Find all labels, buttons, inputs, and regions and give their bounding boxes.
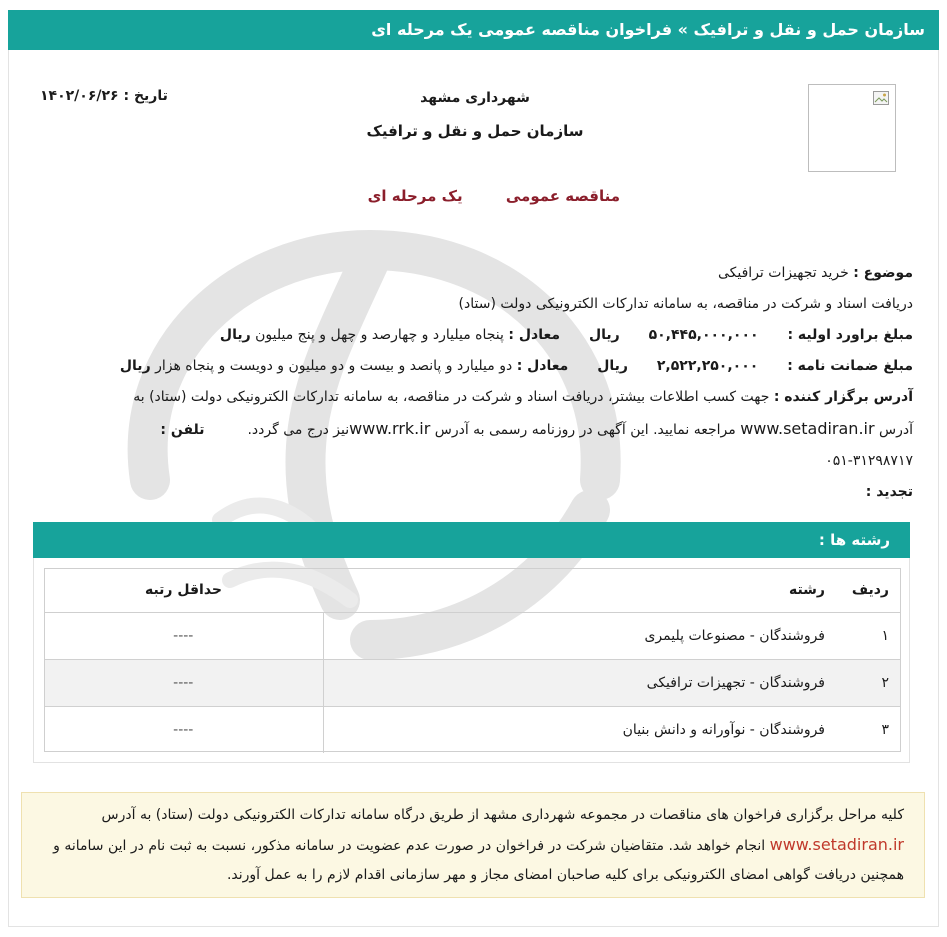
fields-table bbox=[44, 568, 901, 753]
column-header-field: رشته bbox=[323, 568, 837, 613]
fields-table-container bbox=[33, 558, 910, 763]
phone-row bbox=[40, 446, 913, 477]
subject-value: خرید تجهیزات ترافیکی bbox=[717, 265, 849, 281]
tender-stage: یک مرحله ای bbox=[367, 187, 463, 205]
column-header-grade: حداقل رتبه bbox=[44, 568, 323, 613]
guarantee-words: دو میلیارد و پانصد و بیست و دو میلیون و دویست و پنجاه هزار bbox=[155, 358, 513, 374]
address-label: آدرس برگزار کننده : bbox=[773, 389, 913, 405]
subject-row bbox=[40, 258, 913, 289]
row-field: فروشندگان - مصنوعات پلیمری bbox=[323, 613, 837, 660]
address-text: جهت کسب اطلاعات بیشتر، دریافت اسناد و شرکت در مناقصه، به سامانه تدارکات الکترونیکی دولت (ستاد) به bbox=[133, 389, 770, 405]
renewal-label: تجدید : bbox=[865, 484, 913, 500]
estimate-equiv-label: معادل : bbox=[508, 327, 561, 343]
guarantee-unit: ریال bbox=[597, 358, 628, 374]
organization-name: سازمان حمل و نقل و ترافیک bbox=[366, 122, 584, 140]
table-header-row bbox=[44, 568, 901, 613]
setad-link[interactable]: www.setadiran.ir bbox=[740, 419, 875, 438]
row-index: ۲ bbox=[837, 660, 901, 707]
guarantee-equiv-label: معادل : bbox=[516, 358, 569, 374]
address-text-3: نیز درج می گردد. bbox=[247, 422, 350, 438]
phone-value: ۰۵۱-۳۱۲۹۸۷۱۷ bbox=[825, 453, 913, 469]
notice-text-2: انجام خواهد شد. متقاضیان شرکت در فراخوان در صورت عدم عضویت در سامانه مذکور، نسبت به ثبت نام در این سامانه و همچنین دریافت گواهی امضای الکترونیکی برای کلیه صاحبان امضای مجاز و مهر سازمانی اقدام لازم را به عمل آورند. bbox=[53, 838, 904, 883]
row-field: فروشندگان - نوآورانه و دانش بنیان bbox=[323, 707, 837, 754]
date-line bbox=[40, 88, 168, 104]
row-grade: ---- bbox=[44, 660, 323, 707]
renewal-row bbox=[40, 477, 913, 508]
table-row bbox=[44, 707, 901, 754]
estimate-label: مبلغ براورد اولیه : bbox=[787, 327, 913, 343]
tender-type bbox=[340, 187, 620, 205]
receive-docs-text: دریافت اسناد و شرکت در مناقصه، به سامانه تدارکات الکترونیکی دولت (ستاد) bbox=[458, 296, 913, 312]
guarantee-words-unit: ریال bbox=[119, 358, 151, 374]
notice-text-1: کلیه مراحل برگزاری فراخوان های مناقصات در مجموعه شهرداری مشهد از طریق درگاه سامانه تدارکات الکترونیکی دولت (ستاد) به آدرس bbox=[101, 807, 904, 823]
guarantee-value: ۲,۵۲۲,۲۵۰,۰۰۰ bbox=[656, 358, 759, 374]
guarantee-row bbox=[40, 351, 913, 382]
estimate-value: ۵۰,۴۴۵,۰۰۰,۰۰۰ bbox=[648, 327, 759, 343]
address-text-2: مراجعه نمایید. این آگهی در روزنامه رسمی به آدرس bbox=[434, 422, 736, 438]
phone-label: تلفن : bbox=[160, 422, 205, 438]
notice-box bbox=[21, 792, 925, 898]
notice-setad-link[interactable]: www.setadiran.ir bbox=[769, 835, 904, 854]
organization-logo bbox=[808, 84, 896, 172]
guarantee-label: مبلغ ضمانت نامه : bbox=[787, 358, 913, 374]
estimate-row bbox=[40, 320, 913, 351]
subject-label: موضوع : bbox=[853, 265, 913, 281]
address-row bbox=[40, 382, 913, 413]
address-word: آدرس bbox=[879, 422, 913, 438]
fields-section-title: رشته ها : bbox=[33, 522, 910, 558]
row-grade: ---- bbox=[44, 613, 323, 660]
rrk-link[interactable]: www.rrk.ir bbox=[349, 419, 431, 438]
tender-details bbox=[40, 258, 913, 508]
row-index: ۳ bbox=[837, 707, 901, 754]
row-index: ۱ bbox=[837, 613, 901, 660]
estimate-words: پنجاه میلیارد و چهارصد و چهل و پنج میلیون bbox=[255, 327, 504, 343]
table-row bbox=[44, 660, 901, 707]
address-row-2 bbox=[40, 413, 913, 446]
date-label: تاریخ : bbox=[123, 88, 168, 104]
row-field: فروشندگان - تجهیزات ترافیکی bbox=[323, 660, 837, 707]
estimate-words-unit: ریال bbox=[219, 327, 251, 343]
municipality-name: شهرداری مشهد bbox=[420, 90, 530, 106]
table-row bbox=[44, 613, 901, 660]
date-value: ۱۴۰۲/۰۶/۲۶ bbox=[40, 88, 119, 104]
column-header-index: ردیف bbox=[837, 568, 901, 613]
tender-kind: مناقصه عمومی bbox=[505, 187, 620, 205]
row-grade: ---- bbox=[44, 707, 323, 754]
broken-image-icon bbox=[873, 91, 889, 105]
estimate-unit: ریال bbox=[588, 327, 620, 343]
page-title: سازمان حمل و نقل و ترافیک » فراخوان مناقصه عمومی یک مرحله ای bbox=[8, 10, 939, 50]
